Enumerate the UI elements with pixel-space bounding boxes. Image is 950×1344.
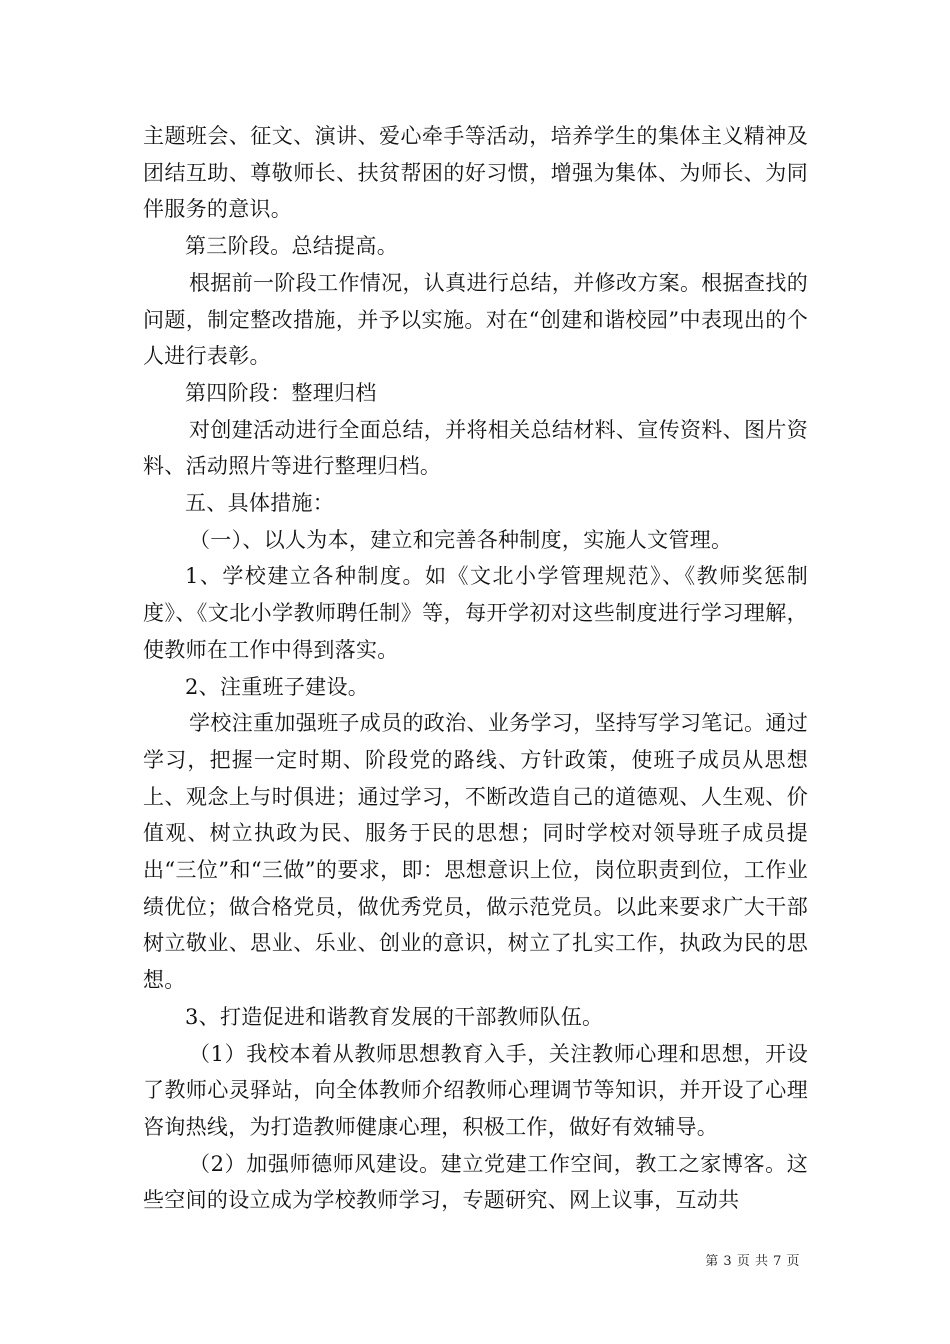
paragraph-teacher-team-heading: 3、打造促进和谐教育发展的干部教师队伍。 [185, 1004, 604, 1029]
paragraph-stage-four-heading: 第四阶段：整理归档 [185, 380, 377, 405]
page-number-footer [705, 1250, 800, 1269]
paragraph-stage-three-body: 根据前一阶段工作情况，认真进行总结，并修改方案。根据查找的问题，制定整改措施，并予以实施。对在“创建和谐校园”中表现出的个人进行表彰。 [143, 270, 808, 369]
paragraph-team-building-heading: 2、注重班子建设。 [185, 674, 370, 699]
paragraph-teacher-psychology: （1）我校本着从教师思想教育入手，关注教师心理和思想，开设了教师心灵驿站，向全体教师介绍教师心理调节等知识，并开设了心理咨询热线，为打造教师健康心理，积极工作，做好有效辅导。 [143, 1041, 808, 1139]
paragraph-rules: 1、学校建立各种制度。如《文北小学管理规范》、《教师奖惩制度》、《文北小学教师聘任制》等，每开学初对这些制度进行学习理解，使教师在工作中得到落实。 [143, 564, 808, 662]
paragraph-teacher-ethics: （2）加强师德师风建设。建立党建工作空间，教工之家博客。这些空间的设立成为学校教师学习，专题研究、网上议事，互动共 [143, 1151, 808, 1213]
subsection-heading-one: （一）、以人为本，建立和完善各种制度，实施人文管理。 [189, 527, 733, 552]
page-number-label: 第 3 页 共 7 页 [705, 1254, 800, 1269]
paragraph-team-building-body: 学校注重加强班子成员的政治、业务学习，坚持写学习笔记。通过学习，把握一定时期、阶段党的路线、方针政策，使班子成员从思想上、观念上与时俱进；通过学习，不断改造自己的道德观、人生观、价值观、树立执政为民、服务于民的思想；同时学校对领导班子成员提出“三位”和“三做”的要求，即：思想意识上位，岗位职责到位，工作业绩优位；做合格党员，做优秀党员，做示范党员。以此来要求广大干部树立敬业、思业、乐业、创业的意识，树立了扎实工作，执政为民的思想。 [143, 711, 808, 993]
section-heading-measures: 五、具体措施： [185, 491, 335, 516]
paragraph-stage-four-body: 对创建活动进行全面总结，并将相关总结材料、宣传资料、图片资料、活动照片等进行整理归档。 [143, 417, 808, 479]
document-body [143, 118, 808, 1219]
paragraph-activities: 主题班会、征文、演讲、爱心牵手等活动，培养学生的集体主义精神及团结互助、尊敬师长、扶贫帮困的好习惯，增强为集体、为师长、为同伴服务的意识。 [143, 124, 808, 222]
paragraph-stage-three-heading: 第三阶段。总结提高。 [185, 234, 398, 259]
